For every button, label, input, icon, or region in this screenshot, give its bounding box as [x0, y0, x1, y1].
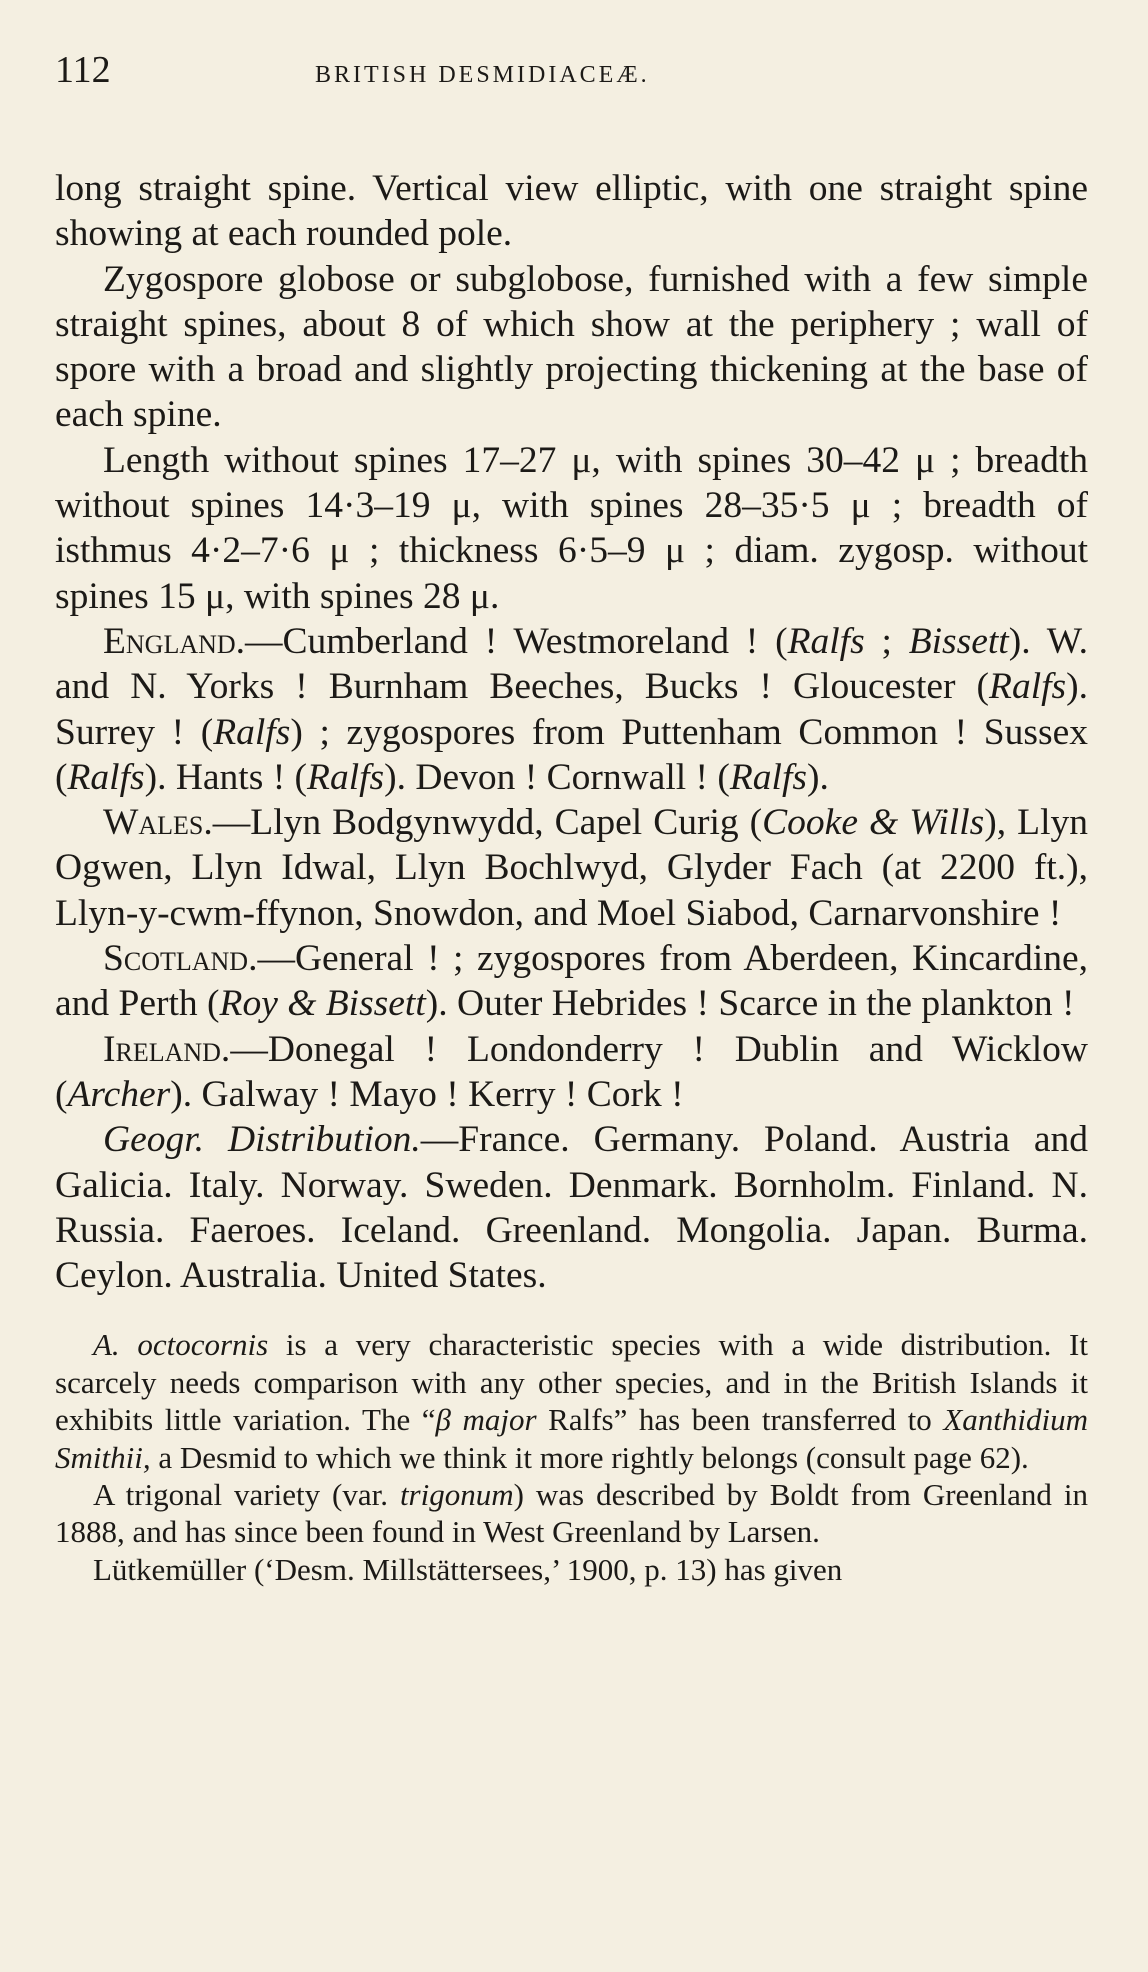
note-paragraph: A trigonal variety (var. trigonum) was described by Boldt from Greenland in 1888, and has since been found in West Greenland by Larsen.: [55, 1477, 1088, 1550]
author-ref: Ralfs: [213, 711, 291, 753]
paragraph-england: England.—Cumberland ! Westmoreland ! (Ralfs ; Bissett). W. and N. Yorks ! Burnham Beeches, Bucks ! Gloucester (Ralfs). Surrey ! (Ralfs) ; zygospores from Puttenham Common ! Sussex (Ralfs). Hants ! (Ralfs). Devon ! Cornwall ! (Ralfs).: [55, 620, 1089, 798]
variety-name: trigonum: [399, 1477, 514, 1513]
species-name: Xanthidium Smithii,: [55, 1402, 1088, 1475]
author-ref: Ralfs: [67, 756, 145, 798]
author-ref: Ralfs: [307, 756, 385, 798]
paragraph-ireland: Ireland.—Donegal ! Londonderry ! Dublin and Wicklow (Archer). Galway ! Mayo ! Kerry ! Cork !: [55, 1028, 1088, 1115]
commentary-text: [55, 1326, 1088, 1588]
variety-name: β major: [435, 1402, 537, 1438]
paragraph-zygospore: Zygospore globose or subglobose, furnished with a few simple straight spines, about 8 of which show at the periphery ; wall of spore with a broad and slightly projecting thickening at the base of each spine.: [55, 258, 1088, 436]
paragraph-description: long straight spine. Vertical view elliptic, with one straight spine showing at each rounded pole.: [55, 168, 1088, 255]
running-title: BRITISH DESMIDIACEÆ.: [315, 62, 650, 88]
author-ref: Ralfs: [787, 620, 865, 662]
author-ref: Cooke & Wills: [762, 802, 985, 844]
author-ref: Ralfs: [989, 666, 1067, 708]
author-ref: Bissett: [908, 620, 1009, 662]
region-wales: Wales.: [103, 802, 213, 844]
distribution-label: Geogr. Distribution.: [103, 1119, 421, 1161]
paragraph-scotland: Scotland.—General ! ; zygospores from Aberdeen, Kincardine, and Perth (Roy & Bissett). Outer Hebrides ! Scarce in the plankton !: [55, 938, 1088, 1025]
page-number: 112: [55, 49, 111, 91]
author-ref: Ralfs: [729, 756, 807, 798]
paragraph-distribution: Geogr. Distribution.—France. Germany. Poland. Austria and Galicia. Italy. Norway. Sweden. Denmark. Bornholm. Finland. N. Russia. Faeroes. Iceland. Greenland. Mongolia. Japan. Burma. Ceylon. Australia. United States.: [55, 1119, 1088, 1297]
paragraph-measurements: Length without spines 17–27 μ, with spines 30–42 μ ; breadth without spines 14·3–19 μ, with spines 28–35·5 μ ; breadth of isthmus 4·2–7·6 μ ; thickness 6·5–9 μ ; diam. zygosp. without spines 15 μ, with spines 28 μ.: [55, 439, 1088, 617]
region-england: England.: [103, 620, 246, 662]
running-head: [55, 48, 1088, 96]
species-name: A. octocornis: [93, 1327, 269, 1363]
note-paragraph: A. octocornis is a very characteristic species with a wide distribution. It scarcely needs comparison with any other species, and in the British Islands it exhibits little variation. The “β major Ralfs” has been transferred to Xanthidium Smithii, a Desmid to which we think it more rightly belongs (consult page 62).: [55, 1327, 1088, 1475]
main-text: [55, 166, 1088, 1298]
note-paragraph: Lütkemüller (‘Desm. Millstättersees,’ 1900, p. 13) has given: [93, 1551, 843, 1587]
region-ireland: Ireland.: [103, 1028, 231, 1070]
region-scotland: Scotland.: [103, 938, 258, 980]
paragraph-wales: Wales.—Llyn Bodgynwydd, Capel Curig (Cooke & Wills), Llyn Ogwen, Llyn Idwal, Llyn Bochlwyd, Glyder Fach (at 2200 ft.), Llyn-y-cwm-ffynon, Snowdon, and Moel Siabod, Carnarvonshire !: [55, 802, 1088, 934]
author-ref: Roy & Bissett: [219, 983, 426, 1025]
author-ref: Archer: [67, 1073, 171, 1115]
